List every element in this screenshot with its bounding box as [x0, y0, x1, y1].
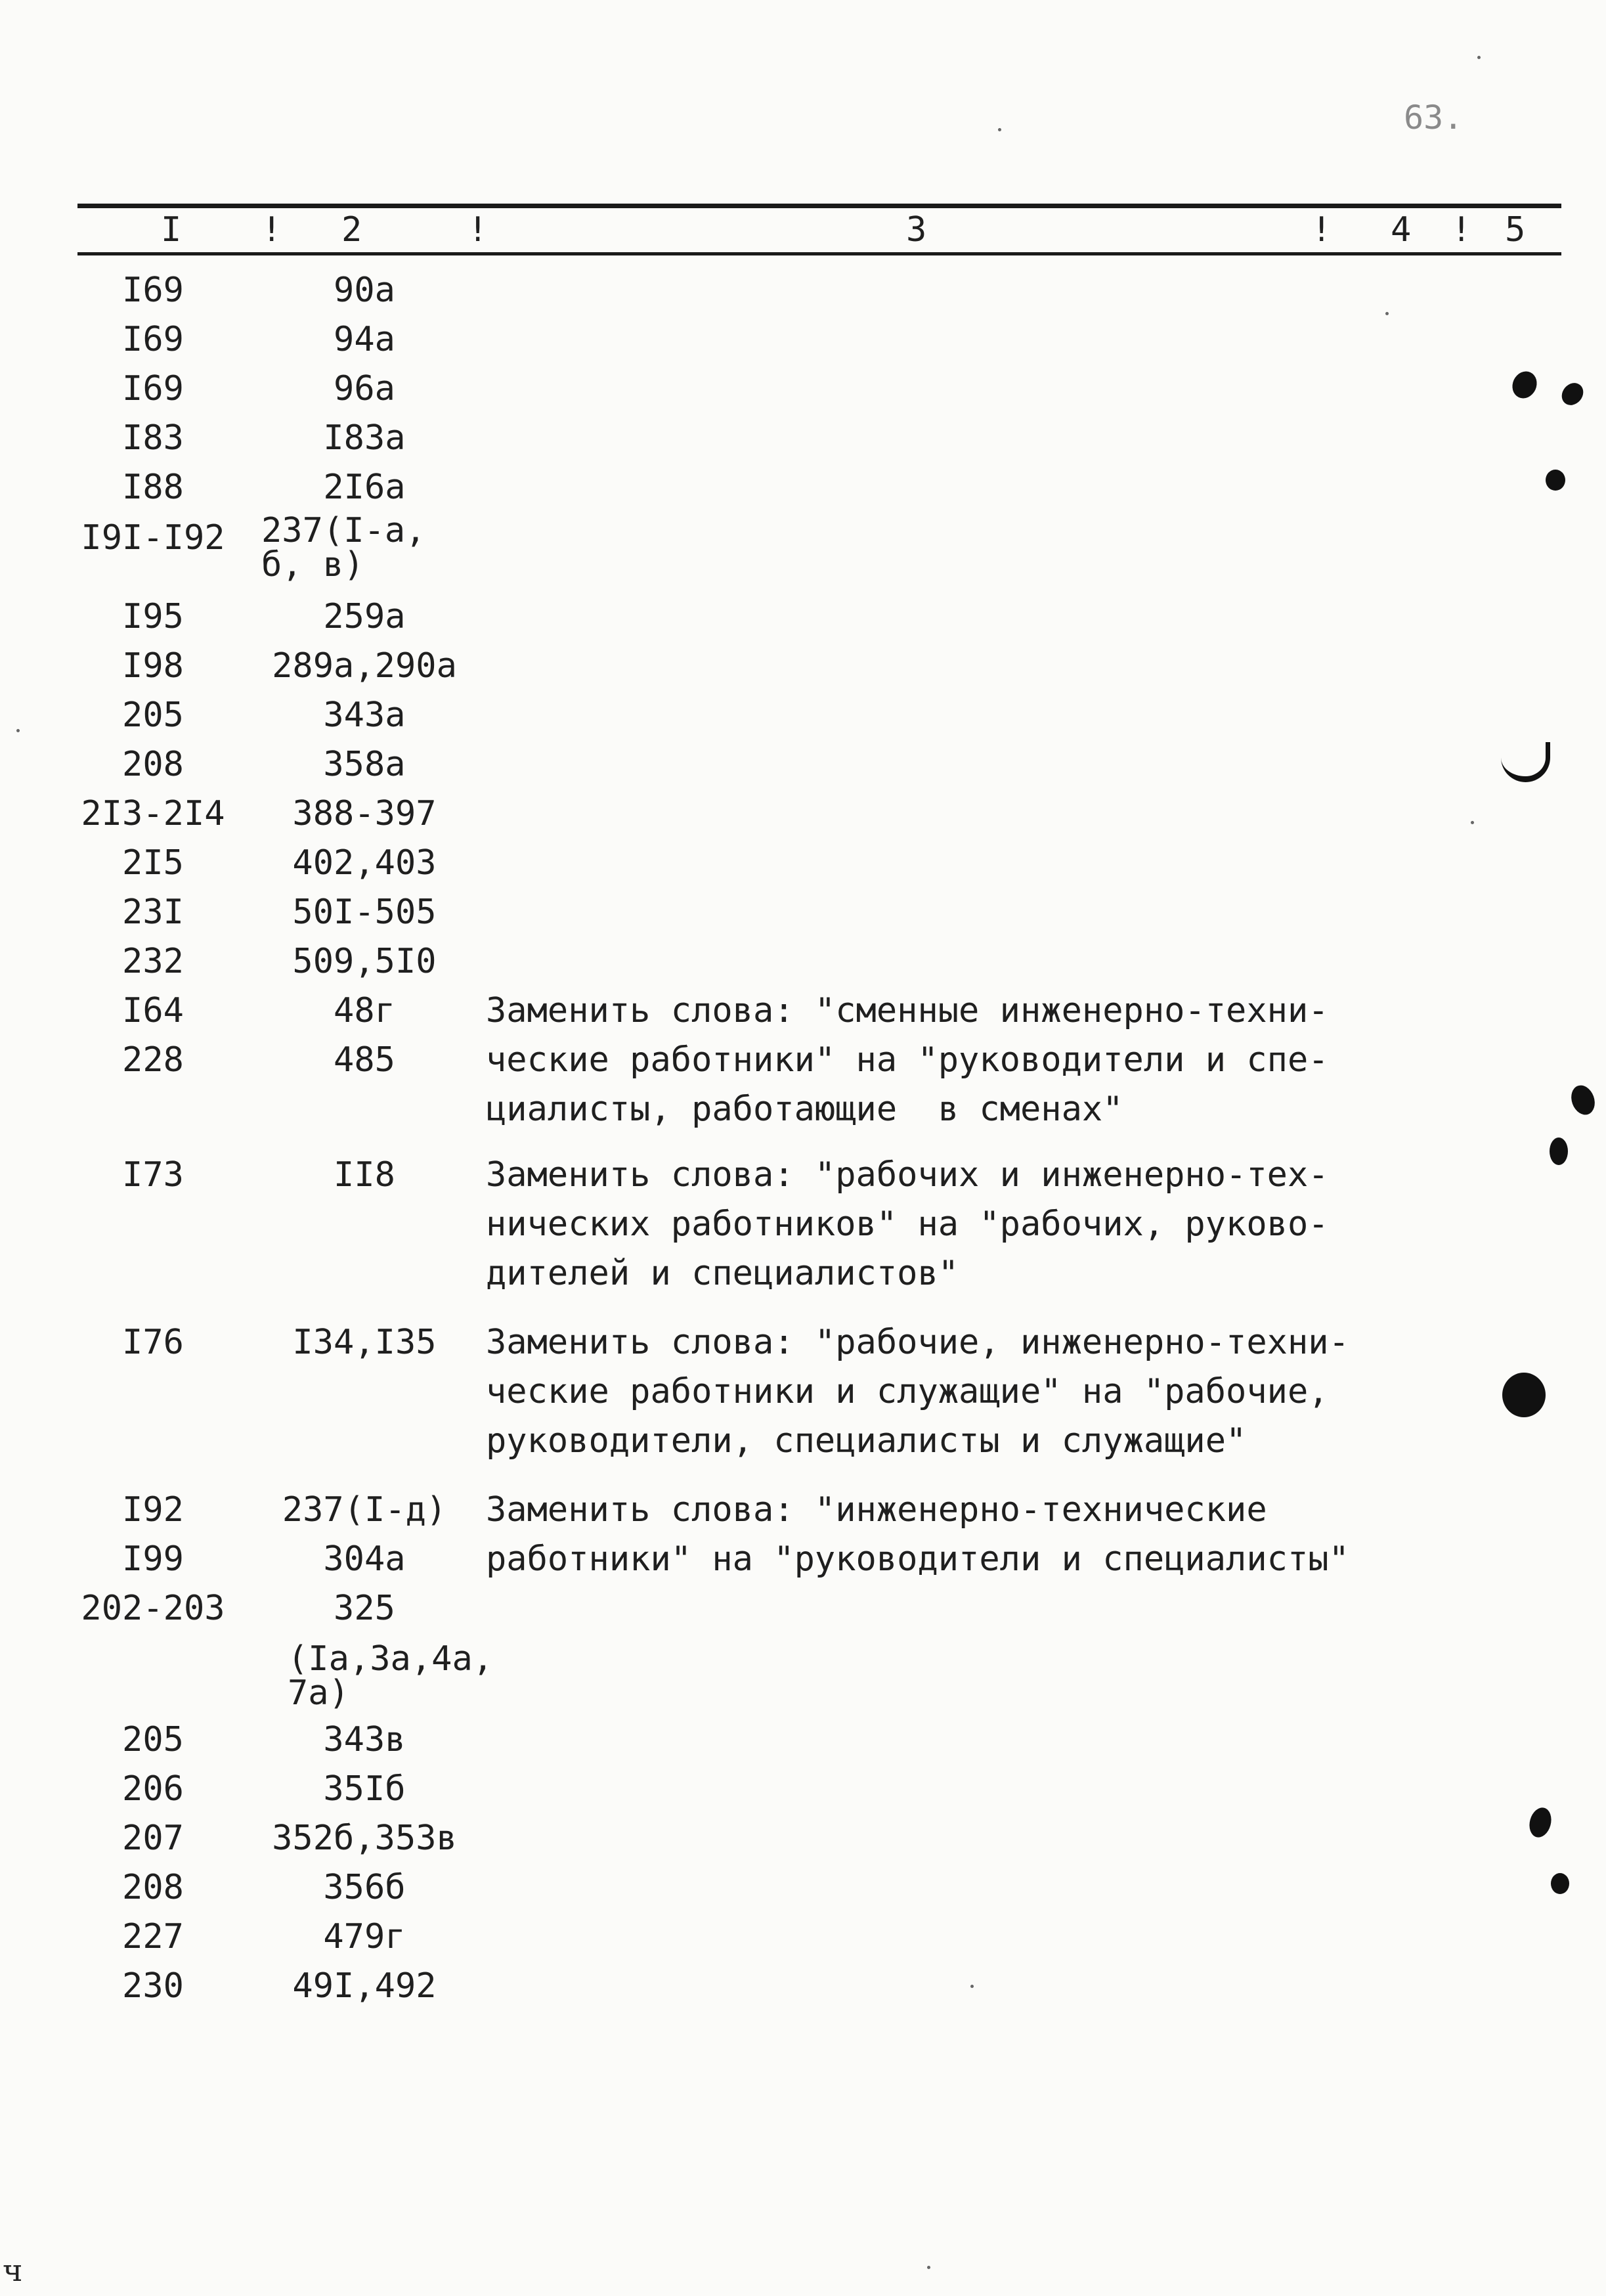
cell-col2: 356б — [323, 1868, 406, 1907]
cell-col2: 304a — [323, 1539, 406, 1579]
cell-col2: 237(I-д) — [282, 1490, 447, 1530]
cell-col1: 23I — [122, 893, 184, 932]
cell-col1: I76 — [122, 1323, 184, 1362]
header-col-2: 2 — [341, 210, 362, 250]
note-text: Заменить слова: "сменные инженерно-техни- ческие работники" на "руководители и спе- циалисты, работающие в сменах" — [486, 991, 1329, 1129]
cell-col1: 2I3-2I4 — [81, 794, 225, 833]
ink-blot — [1550, 1137, 1568, 1165]
cell-col2: 35Iб — [323, 1769, 406, 1809]
cell-col2: (Ia,3a,4a, 7a) — [288, 1639, 494, 1713]
cell-col2: 259a — [323, 597, 406, 636]
cell-col1: I69 — [122, 271, 184, 310]
margin-mark: ч — [3, 2253, 23, 2288]
cell-col1: 208 — [122, 745, 184, 784]
header-separator: ! — [1451, 210, 1472, 250]
ink-blot — [1567, 1082, 1599, 1118]
cell-col2: 2I6a — [323, 468, 406, 507]
cell-col1: 232 — [122, 942, 184, 981]
cell-col2: 343в — [323, 1720, 406, 1759]
cell-col2: 325 — [334, 1589, 395, 1628]
cell-col1: 228 — [122, 1040, 184, 1080]
cell-col1: 2I5 — [122, 843, 184, 883]
cell-col1: I73 — [122, 1155, 184, 1195]
cell-col1: I69 — [122, 369, 184, 408]
cell-col2: 358a — [323, 745, 406, 784]
cell-col1: I9I-I92 — [81, 518, 225, 558]
cell-col2: 402,403 — [292, 843, 437, 883]
header-col-4: 4 — [1391, 210, 1412, 250]
ink-blot — [1508, 367, 1541, 402]
cell-col2: 289a,290a — [272, 646, 457, 686]
cell-col2: 388-397 — [292, 794, 437, 833]
page-number: 63. — [1404, 99, 1464, 137]
ink-blot — [1551, 1873, 1569, 1894]
header-separator: ! — [467, 210, 488, 250]
header-col-5: 5 — [1505, 210, 1526, 250]
cell-col2: 49I,492 — [292, 1966, 437, 2006]
cell-col1: I69 — [122, 320, 184, 359]
cell-col2: 48г — [334, 991, 395, 1030]
cell-col1: I99 — [122, 1539, 184, 1579]
note-text: Заменить слова: "рабочие, инженерно-техни- ческие работники и служащие" на "рабочие, руководители, специалисты и служащие" — [486, 1323, 1349, 1461]
cell-col2: 343a — [323, 695, 406, 735]
note-text: Заменить слова: "инженерно-технические работники" на "руководители и специалисты" — [486, 1490, 1349, 1579]
cell-col1: 230 — [122, 1966, 184, 2006]
cell-col2: I34,I35 — [292, 1323, 437, 1362]
cell-col2: 90a — [334, 271, 395, 310]
cell-col1: I88 — [122, 468, 184, 507]
header-rule-bottom — [77, 252, 1561, 255]
speck — [16, 729, 20, 732]
cell-col1: I92 — [122, 1490, 184, 1530]
speck — [998, 128, 1001, 131]
cell-col1: 205 — [122, 1720, 184, 1759]
cell-col2: 485 — [334, 1040, 395, 1080]
cell-col1: I64 — [122, 991, 184, 1030]
note-text: Заменить слова: "рабочих и инженерно-тех- нических работников" на "рабочих, руково- дителей и специалистов" — [486, 1155, 1329, 1293]
ink-blot — [1557, 379, 1588, 410]
ink-blot — [1502, 1373, 1546, 1417]
cell-col1: 206 — [122, 1769, 184, 1809]
header-rule-top — [77, 204, 1561, 208]
cell-col1: 202-203 — [81, 1589, 225, 1628]
cell-col1: I95 — [122, 597, 184, 636]
cell-col1: 205 — [122, 695, 184, 735]
cell-col2: 237(I-a, б, в) — [261, 511, 426, 585]
ink-blot — [1527, 1805, 1555, 1840]
speck — [927, 2266, 930, 2269]
speck — [1385, 312, 1389, 315]
cell-col2: 50I-505 — [292, 893, 437, 932]
cell-col2: 352б,353в — [272, 1819, 457, 1858]
cell-col2: II8 — [334, 1155, 395, 1195]
speck — [1471, 821, 1474, 824]
ink-blot — [1546, 470, 1565, 491]
header-separator: ! — [261, 210, 282, 250]
cell-col2: 94a — [334, 320, 395, 359]
header-col-1: I — [161, 210, 182, 250]
cell-col1: I98 — [122, 646, 184, 686]
cell-col1: 208 — [122, 1868, 184, 1907]
cell-col2: 509,5I0 — [292, 942, 437, 981]
header-col-3: 3 — [906, 210, 927, 250]
cell-col1: 207 — [122, 1819, 184, 1858]
header-separator: ! — [1311, 210, 1332, 250]
cell-col1: I83 — [122, 418, 184, 458]
cell-col2: 96a — [334, 369, 395, 408]
ink-arc — [1501, 742, 1550, 782]
speck — [1477, 56, 1481, 59]
cell-col2: I83a — [323, 418, 406, 458]
cell-col2: 479г — [323, 1917, 406, 1956]
cell-col1: 227 — [122, 1917, 184, 1956]
speck — [970, 1985, 974, 1988]
